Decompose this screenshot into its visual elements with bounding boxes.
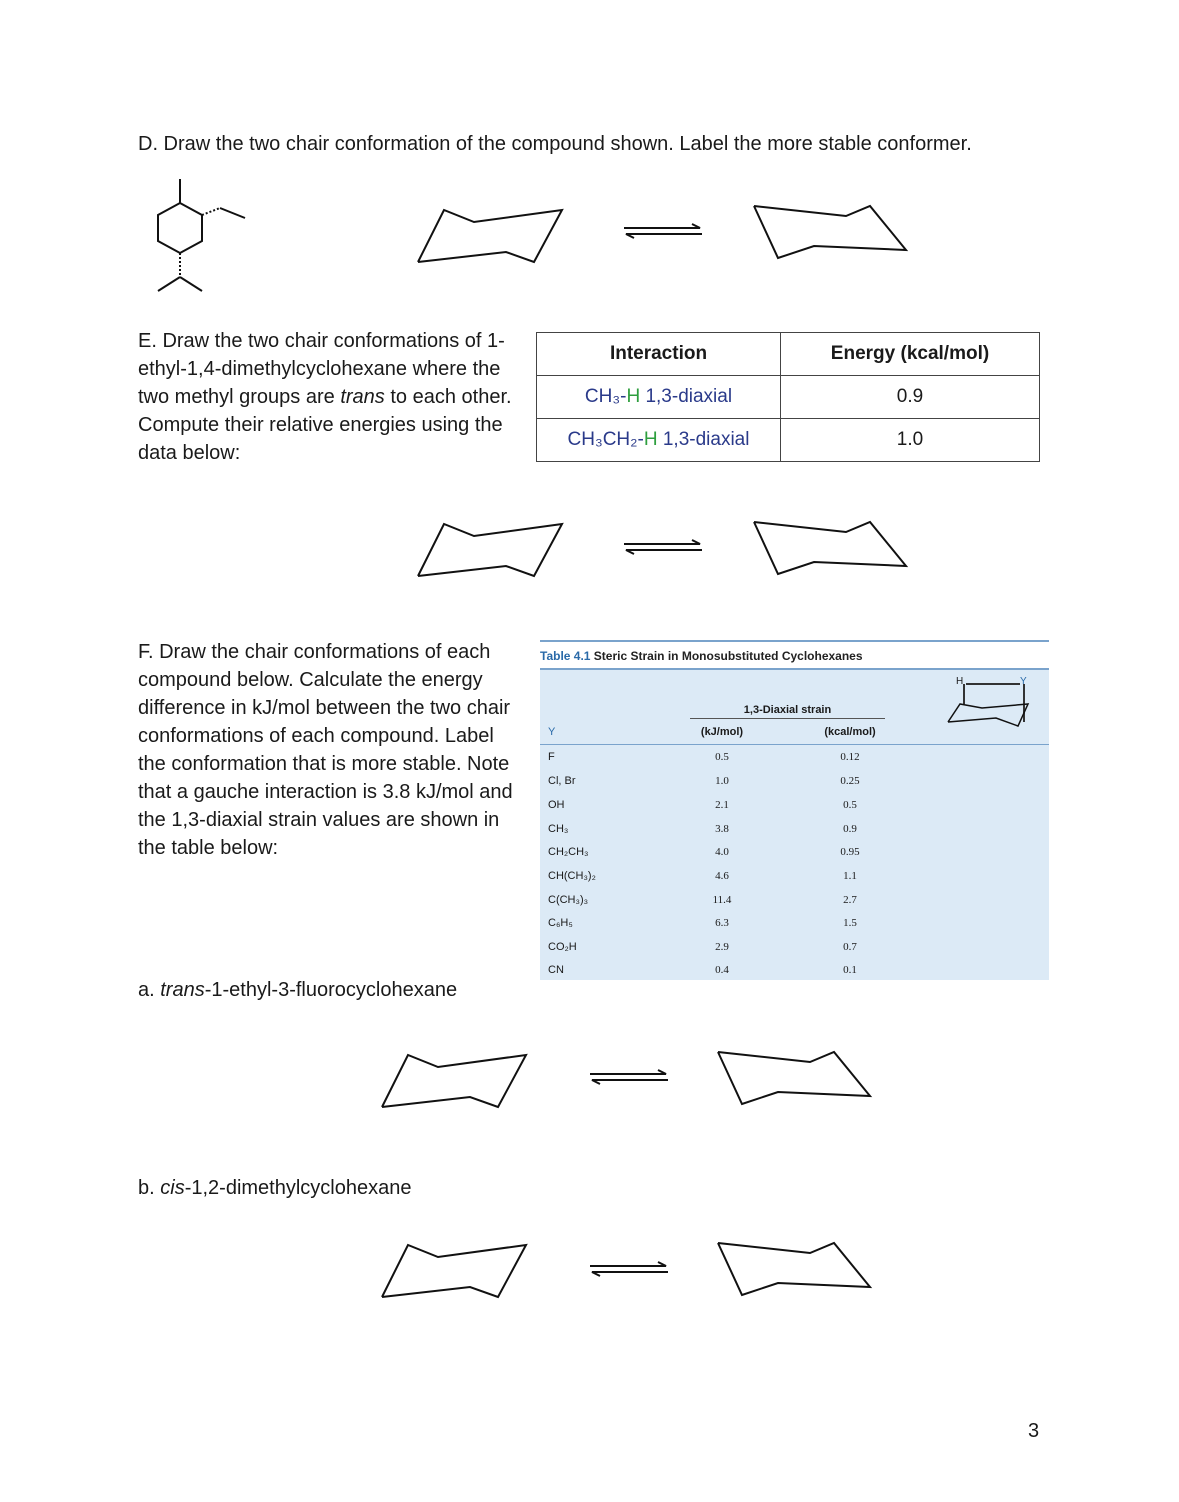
- part-a-emphasis: trans: [160, 979, 205, 1001]
- strain-kj: 0.4: [715, 964, 729, 976]
- strain-kcal: 1.5: [843, 917, 857, 929]
- cyclohexane-ring: [158, 203, 202, 253]
- equilibrium-arrows-icon: [588, 1070, 670, 1084]
- interaction-type-text: 1,3-diaxial: [657, 429, 750, 450]
- table-row: [540, 823, 1049, 847]
- substituent: C(CH₃)₃: [548, 894, 589, 906]
- strain-kcal: 0.7: [843, 941, 857, 953]
- strain-kcal: 1.1: [843, 870, 857, 882]
- isopropyl-bond-right: [180, 277, 202, 291]
- question-e-emphasis: trans: [340, 386, 385, 408]
- part-b-label: [138, 1174, 411, 1202]
- table-row: [540, 870, 1049, 894]
- chair-conformation-left: [416, 208, 564, 264]
- strain-kj: 2.1: [715, 799, 729, 811]
- strain-kcal: 0.9: [843, 823, 857, 835]
- chair-diagram-icon: [946, 682, 1038, 738]
- hydrogen-text: H: [626, 386, 641, 407]
- molecule-structure-d: [150, 175, 250, 300]
- chair-conformation-right: [752, 204, 908, 262]
- part-b-prefix: b.: [138, 1177, 161, 1199]
- part-a-prefix: a.: [138, 979, 161, 1001]
- question-f-text: F. Draw the chair conformations of each compound below. Calculate the energy difference in kJ/mol between the two chair conformations of each compound. Label the conformation that is more stable. Note that a gauche interaction is 3.8 kJ/mol and the 1,3-diaxial strain values are shown in the table below:: [138, 641, 513, 859]
- question-d-text: D. Draw the two chair conformation of the compound shown. Label the more stable conformer.: [138, 133, 972, 155]
- group-text: CH₃CH₂-: [567, 429, 644, 450]
- diagram-y-label: Y: [1020, 676, 1027, 687]
- col-kj-header: (kJ/mol): [700, 726, 744, 738]
- strain-kj: 1.0: [715, 775, 729, 787]
- interaction-type-text: 1,3-diaxial: [640, 386, 733, 407]
- span-header-rule: [690, 718, 885, 719]
- substituent: F: [548, 751, 555, 763]
- substituent: CN: [548, 964, 564, 976]
- table-row: [540, 751, 1049, 775]
- span-header: 1,3-Diaxial strain: [743, 704, 832, 716]
- equilibrium-arrows-icon: [588, 1262, 670, 1276]
- isopropyl-bond-left: [158, 277, 180, 291]
- substituent: CH₂CH₃: [548, 846, 589, 858]
- diagram-h-label: H: [956, 676, 964, 687]
- chair-conformation-left: [380, 1053, 528, 1109]
- chair-conformation-right: [752, 520, 908, 578]
- chair-conformation-right: [716, 1241, 872, 1299]
- header-rule: [540, 744, 1049, 745]
- equilibrium-arrows-icon: [622, 224, 704, 238]
- substituent: C₆H₅: [548, 917, 573, 929]
- part-b-name: -1,2-dimethylcyclohexane: [184, 1177, 412, 1199]
- ethyl-bond: [220, 208, 245, 218]
- substituent: CH(CH₃)₂: [548, 870, 596, 882]
- strain-kcal: 0.25: [840, 775, 860, 787]
- equilibrium-arrows-icon: [622, 540, 704, 554]
- table-row: [540, 846, 1049, 870]
- table-row: [540, 917, 1049, 941]
- energy-cell: 0.9: [781, 376, 1040, 419]
- strain-kj: 4.0: [715, 846, 729, 858]
- strain-kj: 0.5: [715, 751, 729, 763]
- strain-kcal: 2.7: [843, 894, 857, 906]
- strain-kcal: 0.1: [843, 964, 857, 976]
- hydrogen-text: H: [643, 429, 658, 450]
- part-b-emphasis: cis: [160, 1177, 185, 1199]
- question-e-part1: E. Draw the two chair conformations of 1-ethyl-1,4-dimethylcyclohexane where the two methyl groups are: [138, 330, 505, 408]
- col-kcal-header: (kcal/mol): [824, 726, 876, 738]
- substituent: OH: [548, 799, 565, 811]
- group-text: CH₃-: [584, 386, 627, 407]
- hashed-bond: [202, 208, 220, 215]
- table-row: [540, 941, 1049, 965]
- table-title: [540, 642, 1049, 668]
- steric-strain-table: [540, 640, 1049, 980]
- table-row: [537, 419, 1040, 462]
- page-number: 3: [1028, 1420, 1040, 1442]
- header-interaction: Interaction: [537, 333, 781, 376]
- strain-kcal: 0.95: [840, 846, 860, 858]
- chair-conformation-left: [416, 522, 564, 578]
- table-label: Table 4.1: [540, 649, 591, 663]
- substituent: CO₂H: [548, 941, 577, 953]
- interaction-cell: [537, 419, 781, 462]
- energy-cell: 1.0: [781, 419, 1040, 462]
- interaction-energy-table: [536, 332, 1040, 462]
- part-a-name: -1-ethyl-3-fluorocyclohexane: [204, 979, 458, 1001]
- chair-conformation-left: [380, 1243, 528, 1299]
- chair-conformation-right: [716, 1050, 872, 1108]
- col-y-header: Y: [548, 726, 556, 738]
- strain-kj: 2.9: [715, 941, 729, 953]
- table-body: [540, 668, 1049, 980]
- strain-kcal: 0.5: [843, 799, 857, 811]
- table-row: [540, 799, 1049, 823]
- table-row: [540, 964, 1049, 988]
- table-row: [540, 775, 1049, 799]
- table-title-text: Steric Strain in Monosubstituted Cyclohexanes: [590, 649, 863, 663]
- strain-kj: 3.8: [715, 823, 729, 835]
- question-e-text: [138, 327, 523, 467]
- substituent: CH₃: [548, 823, 569, 835]
- table-row: [537, 376, 1040, 419]
- header-energy: Energy (kcal/mol): [781, 333, 1040, 376]
- question-e-part2: to each other. Compute their relative energies using the data below:: [138, 386, 512, 464]
- substituent: Cl, Br: [548, 775, 576, 787]
- table-row: [540, 894, 1049, 918]
- strain-kj: 4.6: [715, 870, 729, 882]
- strain-kj: 6.3: [715, 917, 729, 929]
- strain-kcal: 0.12: [840, 751, 860, 763]
- part-a-label: [138, 976, 457, 1004]
- interaction-cell: [537, 376, 781, 419]
- strain-kj: 11.4: [712, 894, 732, 906]
- table-header-row: [537, 333, 1040, 376]
